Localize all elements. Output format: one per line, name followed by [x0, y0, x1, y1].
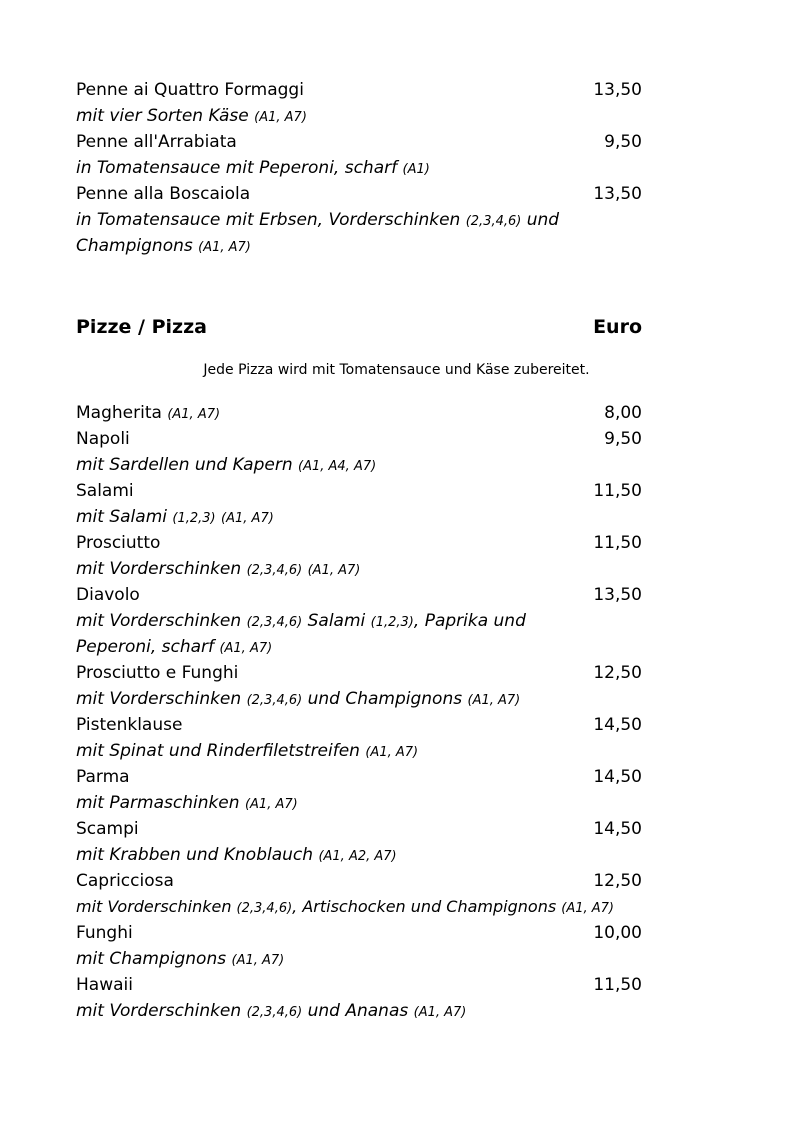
allergen-codes: (A1, A7): [254, 110, 307, 125]
item-description: [76, 896, 642, 922]
additive-codes: (2,3,4,6): [465, 214, 522, 229]
menu-item-row: [76, 870, 642, 896]
additive-codes: (2,3,4,6): [246, 563, 303, 578]
description-text: , Paprika und: [413, 611, 526, 631]
item-name: Parma: [76, 767, 130, 787]
item-description: [76, 636, 642, 662]
description-text: und Champignons: [307, 689, 463, 709]
item-description: [76, 209, 642, 235]
menu-item-row: [76, 480, 642, 506]
allergen-codes: (A1, A7): [167, 407, 221, 422]
description-text: Champignons: [76, 236, 193, 256]
additive-codes: (2,3,4,6): [246, 615, 303, 630]
item-price: 14,50: [593, 767, 642, 787]
item-description: [76, 740, 642, 766]
additive-codes: (2,3,4,6): [246, 693, 303, 708]
item-description: [76, 105, 642, 131]
description-text: mit Sardellen und Kapern: [76, 455, 293, 475]
menu-item-row: [76, 402, 642, 428]
item-price: 14,50: [593, 819, 642, 839]
item-price: 9,50: [604, 132, 642, 152]
menu-item-row: [76, 584, 642, 610]
item-name: Magherita: [76, 403, 162, 423]
item-name: Salami: [76, 481, 134, 501]
section-note: Jede Pizza wird mit Tomatensauce und Käse zubereitet.: [203, 362, 590, 378]
item-name: Scampi: [76, 819, 139, 839]
allergen-codes: (A1, A7): [561, 901, 615, 916]
description-text: und Ananas: [307, 1001, 409, 1021]
menu-item-row: [76, 714, 642, 740]
menu-item-row: [76, 766, 642, 792]
menu-item-row: [76, 131, 642, 157]
description-text: mit Champignons: [76, 949, 227, 969]
description-text: mit Vorderschinken: [76, 611, 242, 631]
menu-item-row: [76, 183, 642, 209]
menu-item-row: [76, 662, 642, 688]
item-price: 11,50: [593, 975, 642, 995]
item-description: [76, 1000, 642, 1026]
additive-codes: (1,2,3): [370, 615, 414, 630]
item-price: 13,50: [593, 80, 642, 100]
item-description: [76, 157, 642, 183]
description-text: in Tomatensauce mit Peperoni, scharf: [76, 158, 398, 178]
allergen-codes: (A1, A7): [219, 641, 273, 656]
item-name: Penne ai Quattro Formaggi: [76, 80, 304, 100]
additive-codes: (2,3,4,6): [246, 1005, 303, 1020]
item-price: 12,50: [593, 871, 642, 891]
allergen-codes: (A1, A7): [231, 953, 285, 968]
item-name: Hawaii: [76, 975, 133, 995]
item-description: [76, 688, 642, 714]
allergen-codes: (A1): [402, 162, 430, 177]
menu-item-row: [76, 428, 642, 454]
description-text: mit Krabben und Knoblauch: [76, 845, 314, 865]
additive-codes: (1,2,3): [172, 511, 216, 526]
item-price: 13,50: [593, 585, 642, 605]
description-text: Salami: [307, 611, 366, 631]
section-heading: [76, 315, 642, 341]
item-name: Funghi: [76, 923, 133, 943]
currency-label: Euro: [593, 316, 642, 338]
menu-item-row: [76, 922, 642, 948]
description-text: mit Vorderschinken: [76, 689, 242, 709]
item-price: 14,50: [593, 715, 642, 735]
item-description: [76, 792, 642, 818]
menu-item-row: [76, 532, 642, 558]
item-name: Napoli: [76, 429, 130, 449]
item-name: Prosciutto: [76, 533, 161, 553]
allergen-codes: (A1, A7): [307, 563, 361, 578]
description-text: Peperoni, scharf: [76, 637, 215, 657]
description-text: mit Salami: [76, 507, 167, 527]
menu-item-row: [76, 79, 642, 105]
description-text: mit Vorderschinken: [76, 559, 242, 579]
item-description: [76, 610, 642, 636]
description-text: mit Vorderschinken: [76, 1001, 242, 1021]
description-text: mit Parmaschinken: [76, 793, 240, 813]
description-text: in Tomatensauce mit Erbsen, Vorderschinken: [76, 210, 461, 230]
item-price: 12,50: [593, 663, 642, 683]
description-text: mit vier Sorten Käse: [76, 106, 249, 126]
item-price: 11,50: [593, 533, 642, 553]
item-description: [76, 558, 642, 584]
item-name: Diavolo: [76, 585, 140, 605]
item-name: Capricciosa: [76, 871, 174, 891]
allergen-codes: (A1, A2, A7): [318, 849, 397, 864]
menu-item-row: [76, 974, 642, 1000]
item-name: Pistenklause: [76, 715, 183, 735]
section-title: Pizze / Pizza: [76, 316, 207, 338]
item-description: [76, 844, 642, 870]
description-text: mit Spinat und Rinderfiletstreifen: [76, 741, 360, 761]
item-name: Penne alla Boscaiola: [76, 184, 251, 204]
item-price: 9,50: [604, 429, 642, 449]
item-price: 8,00: [604, 403, 642, 423]
item-description: [76, 948, 642, 974]
additive-codes: (2,3,4,6): [236, 901, 293, 916]
item-name: Prosciutto e Funghi: [76, 663, 239, 683]
allergen-codes: (A1, A7): [244, 797, 298, 812]
allergen-codes: (A1, A7): [198, 240, 251, 255]
allergen-codes: (A1, A7): [413, 1005, 467, 1020]
allergen-codes: (A1, A7): [221, 511, 274, 526]
allergen-codes: (A1, A7): [467, 693, 521, 708]
item-name: Penne all'Arrabiata: [76, 132, 237, 152]
allergen-codes: (A1, A7): [365, 745, 419, 760]
description-text: mit Vorderschinken: [76, 897, 232, 916]
item-description: [76, 506, 642, 532]
item-price: 13,50: [593, 184, 642, 204]
item-price: 11,50: [593, 481, 642, 501]
item-price: 10,00: [593, 923, 642, 943]
allergen-codes: (A1, A4, A7): [298, 459, 377, 474]
item-description: [76, 454, 642, 480]
description-text: und: [526, 210, 560, 230]
description-text: , Artischocken und Champignons: [292, 897, 557, 916]
menu-item-row: [76, 818, 642, 844]
item-description: [76, 235, 642, 261]
